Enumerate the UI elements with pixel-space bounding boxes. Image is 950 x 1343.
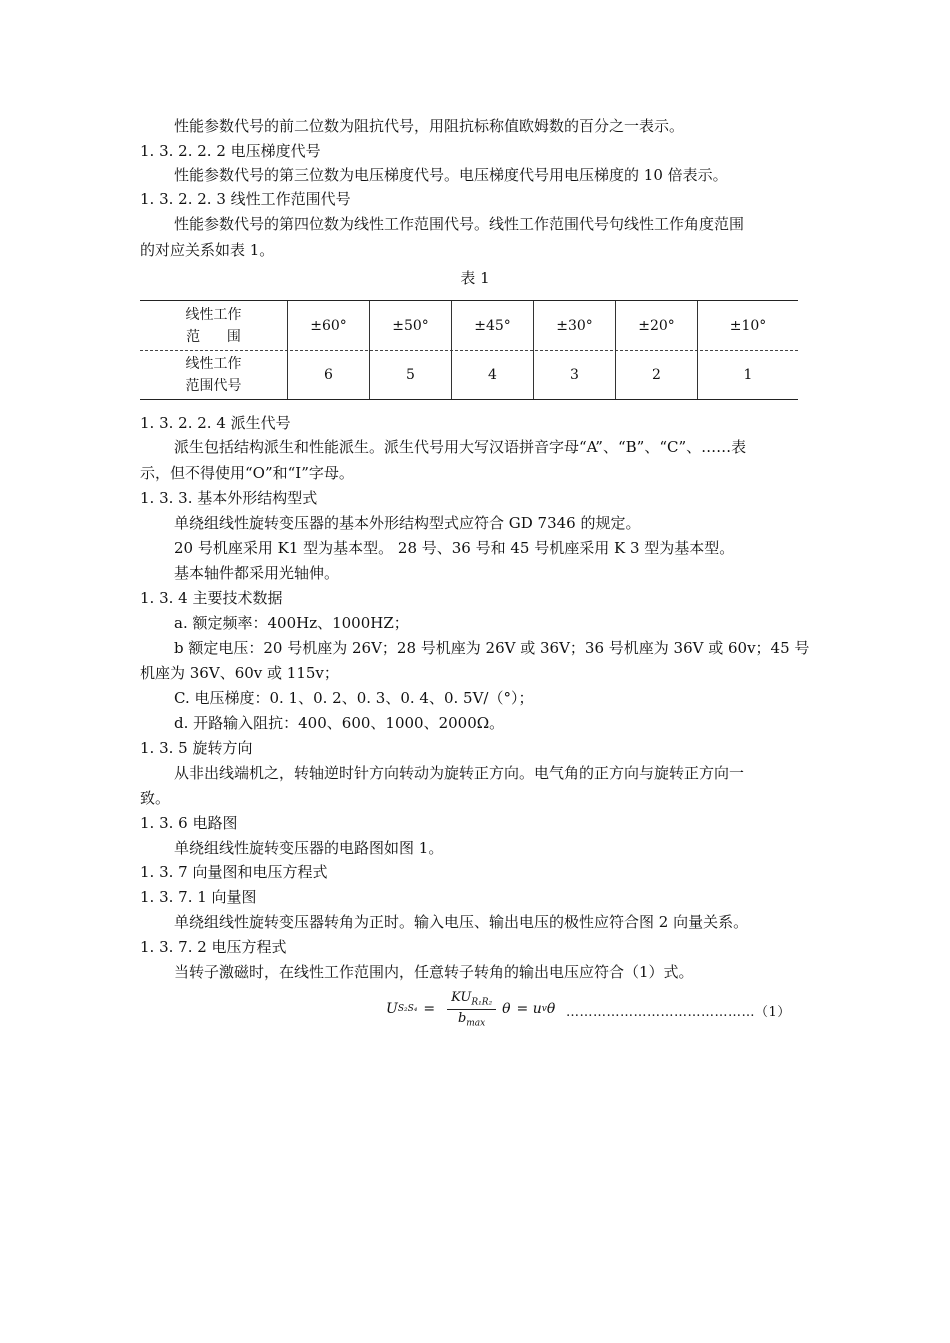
formula-numerator-subscript: R₁R₂ — [471, 997, 493, 1008]
formula-fraction — [447, 990, 496, 1028]
heading-basic-structure: 1. 3. 3. 基本外形结构型式 — [140, 489, 318, 507]
table-caption: 表 1 — [460, 269, 490, 287]
formula-theta: θ — [502, 1001, 511, 1018]
formula-denominator-text: b — [457, 1010, 467, 1026]
linear-range-table — [140, 300, 798, 402]
paragraph-vector-diagram: 单绕组线性旋转变压器转角为正时。输入电压、输出电压的极性应符合图 2 向量关系。 — [174, 913, 749, 931]
formula-equals: = — [423, 1001, 436, 1018]
paragraph-input-impedance: d. 开路输入阻抗：400、600、1000、2000Ω。 — [174, 714, 505, 732]
table-bottom-rule — [140, 399, 798, 400]
paragraph-voltage-equation: 当转子激磁时，在线性工作范围内，任意转子转角的输出电压应符合（1）式。 — [174, 963, 694, 981]
row-header-code — [140, 351, 287, 399]
paragraph-derived-code-1: 派生包括结构派生和性能派生。派生代号用大写汉语拼音字母“A”、“B”、“C”、……表 — [174, 438, 747, 456]
paragraph-rated-voltage-2: 机座为 36V、60v 或 115v； — [140, 664, 339, 682]
formula-numerator-text: KU — [451, 990, 472, 1005]
table-cell-range: ±45° — [474, 317, 511, 334]
table-cell-range: ±20° — [638, 317, 675, 334]
row-header-code-line1: 线性工作 — [185, 356, 242, 372]
table-cell-range: ±60° — [310, 317, 347, 334]
paragraph-rotation-direction-2: 致。 — [140, 789, 171, 807]
paragraph-impedance-code: 性能参数代号的前二位数为阻抗代号，用阻抗标称值欧姆数的百分之一表示。 — [174, 117, 685, 135]
heading-technical-data: 1. 3. 4 主要技术数据 — [140, 589, 283, 607]
table-cell-code: 6 — [324, 367, 333, 383]
formula-rhs-theta: θ — [546, 1001, 556, 1018]
formula-rhs: = u — [516, 1001, 542, 1018]
formula-rhs-subscript: v — [541, 1004, 547, 1015]
paragraph-linear-range-code-1: 性能参数代号的第四位数为线性工作范围代号。线性工作范围代号句线性工作角度范围 — [174, 215, 745, 233]
formula-denominator — [458, 1010, 485, 1029]
paragraph-basic-structure: 单绕组线性旋转变压器的基本外形结构型式应符合 GD 7346 的规定。 — [174, 514, 641, 532]
row-header-range — [140, 301, 287, 350]
paragraph-shaft: 基本轴件都采用光轴伸。 — [174, 564, 340, 582]
paragraph-frame-types: 20 号机座采用 K1 型为基本型。 28 号、36 号和 45 号机座采用 K 3 型为基本型。 — [174, 539, 735, 557]
table-cell-code: 4 — [488, 367, 497, 383]
heading-vector-and-equation: 1. 3. 7 向量图和电压方程式 — [140, 863, 328, 881]
table-cell-code: 2 — [652, 367, 661, 383]
paragraph-linear-range-code-2: 的对应关系如表 1。 — [140, 241, 275, 259]
paragraph-rated-voltage-1: b 额定电压：20 号机座为 26V；28 号机座为 26V 或 36V；36 号机座为 36V 或 60v；45 号 — [174, 639, 810, 657]
paragraph-rated-frequency: a. 额定频率：400Hz、1000HZ； — [174, 614, 409, 632]
voltage-equation-formula — [386, 990, 555, 1028]
formula-leader-dots: ……………………………………（1） — [566, 1005, 791, 1020]
heading-voltage-gradient-code: 1. 3. 2. 2. 2 电压梯度代号 — [140, 142, 321, 160]
paragraph-derived-code-2: 示，但不得使用“O”和“I”字母。 — [140, 464, 354, 482]
row-header-code-line2: 范围代号 — [185, 378, 242, 394]
formula-denominator-subscript: max — [466, 1018, 486, 1029]
table-cell-range: ±30° — [556, 317, 593, 334]
paragraph-rotation-direction-1: 从非出线端机之，转轴逆时针方向转动为旋转正方向。电气角的正方向与旋转正方向一 — [174, 764, 745, 782]
paragraph-voltage-gradient-code: 性能参数代号的第三位数为电压梯度代号。电压梯度代号用电压梯度的 10 倍表示。 — [174, 166, 728, 184]
table-cell-range: ±10° — [729, 317, 767, 334]
heading-derived-code: 1. 3. 2. 2. 4 派生代号 — [140, 414, 291, 432]
table-cell-code: 5 — [406, 367, 415, 383]
paragraph-circuit-diagram: 单绕组线性旋转变压器的电路图如图 1。 — [174, 839, 444, 857]
row-header-range-line1: 线性工作 — [185, 306, 242, 323]
formula-numerator — [447, 990, 496, 1010]
paragraph-voltage-gradient: C. 电压梯度：0. 1、0. 2、0. 3、0. 4、0. 5V/（°）； — [174, 689, 534, 707]
row-header-range-line2: 范 围 — [186, 328, 241, 345]
table-cell-range: ±50° — [392, 317, 429, 334]
table-cell-code: 1 — [743, 367, 753, 383]
table-cell-code: 3 — [570, 367, 579, 383]
heading-voltage-equation: 1. 3. 7. 2 电压方程式 — [140, 938, 287, 956]
formula-lhs-subscript: S₂S₄ — [397, 1004, 418, 1015]
heading-rotation-direction: 1. 3. 5 旋转方向 — [140, 739, 253, 757]
heading-vector-diagram: 1. 3. 7. 1 向量图 — [140, 888, 257, 906]
heading-circuit-diagram: 1. 3. 6 电路图 — [140, 814, 238, 832]
heading-linear-range-code: 1. 3. 2. 2. 3 线性工作范围代号 — [140, 190, 351, 208]
formula-lhs: U — [386, 1001, 398, 1018]
